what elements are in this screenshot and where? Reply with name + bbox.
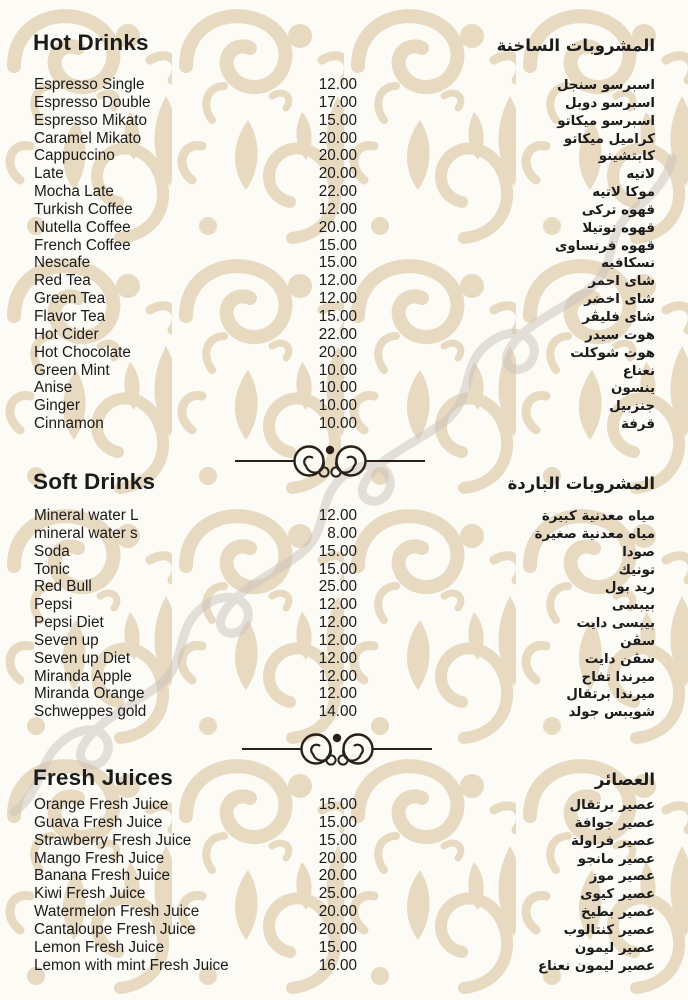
item-price: 20.00 [318, 147, 357, 165]
item-price: 22.00 [318, 183, 357, 201]
item-price: 20.00 [318, 343, 357, 361]
menu-item-row [34, 165, 655, 183]
item-price: 20.00 [318, 903, 357, 921]
item-name-arabic: قرفة [621, 417, 655, 433]
item-name-arabic: شاى فليڤر [582, 309, 655, 325]
item-price: 15.00 [318, 542, 357, 560]
item-name-arabic: عصير كيوى [580, 887, 655, 903]
section-title-soft-drinks: Soft Drinks [33, 469, 156, 494]
item-name-english: Hot Cider [34, 325, 99, 343]
item-name-english: Flavor Tea [34, 307, 106, 325]
item-name-arabic: ينسون [611, 381, 655, 397]
item-name-arabic: صودا [622, 544, 655, 560]
item-name-english: Green Tea [34, 290, 106, 308]
menu-item-row [34, 290, 655, 308]
item-price: 10.00 [318, 379, 357, 397]
menu-item-row [34, 614, 655, 632]
item-price: 12.00 [318, 507, 357, 524]
item-price: 8.00 [327, 524, 357, 542]
item-price: 15.00 [318, 796, 357, 813]
menu-item-row [34, 130, 655, 148]
menu-item-row [34, 685, 655, 703]
item-name-english: Guava Fresh Juice [34, 813, 163, 831]
item-price: 12.00 [318, 76, 357, 93]
soft-drinks-list [34, 507, 655, 721]
menu-item-row [34, 814, 655, 832]
hot-drinks-list [34, 76, 655, 433]
item-name-english: Pepsi [34, 596, 73, 614]
item-name-arabic: عصير موز [589, 869, 655, 885]
item-name-english: Cinnamon [34, 415, 104, 433]
item-name-english: French Coffee [34, 236, 131, 254]
menu-item-row [34, 379, 655, 397]
item-price: 10.00 [318, 397, 357, 415]
item-name-english: Watermelon Fresh Juice [34, 903, 200, 921]
menu-item-row [34, 94, 655, 112]
item-price: 12.00 [318, 685, 357, 703]
menu-item-row [34, 578, 655, 596]
item-name-arabic: عصير بطيخ [581, 905, 655, 921]
item-price: 12.00 [318, 200, 357, 218]
item-name-arabic: ريد بول [604, 580, 655, 596]
item-price: 15.00 [318, 307, 357, 325]
item-price: 12.00 [318, 649, 357, 667]
item-name-arabic: اسبرسو ميكاتو [557, 113, 655, 129]
item-name-english: Red Bull [34, 578, 92, 596]
menu-item-row [34, 362, 655, 380]
item-name-english: Schweppes gold [34, 703, 147, 721]
item-name-english: Lemon Fresh Juice [34, 938, 165, 956]
item-name-arabic: بيبسى [611, 598, 655, 614]
item-price: 20.00 [318, 165, 357, 183]
menu-item-row [34, 415, 655, 433]
item-name-english: Seven up [34, 631, 99, 649]
item-name-arabic: عصير برتقال [569, 798, 655, 813]
item-name-english: Red Tea [34, 272, 91, 290]
item-name-arabic: ميرندا برتقال [566, 687, 655, 703]
item-name-arabic: اسبرسو دوبل [565, 95, 655, 111]
menu-item-row [34, 272, 655, 290]
menu-item-row [34, 507, 655, 525]
item-name-english: Orange Fresh Juice [34, 796, 169, 813]
section-title-soft-drinks-arabic: المشروبات الباردة [507, 474, 655, 493]
menu-item-row [34, 885, 655, 903]
item-name-arabic: سڤن [620, 633, 655, 649]
item-name-arabic: هوت شوكلت [570, 345, 655, 361]
item-name-english: Mineral water L [34, 507, 139, 524]
menu-item-row [34, 632, 655, 650]
item-price: 16.00 [318, 956, 357, 974]
menu-item-row [34, 939, 655, 957]
item-name-arabic: كابتشينو [598, 149, 655, 165]
item-name-english: Green Mint [34, 361, 110, 379]
menu-item-row [34, 254, 655, 272]
item-price: 14.00 [318, 703, 357, 721]
item-name-arabic: نسكافيه [601, 256, 655, 272]
item-price: 20.00 [318, 129, 357, 147]
item-name-arabic: عصير فراولة [571, 833, 655, 849]
item-name-arabic: بيبسى دايت [576, 616, 655, 632]
item-name-arabic: مياه معدنية كبيرة [541, 509, 655, 524]
item-price: 25.00 [318, 578, 357, 596]
item-price: 12.00 [318, 272, 357, 290]
menu-item-row [34, 703, 655, 721]
menu-item-row [34, 796, 655, 814]
item-price: 20.00 [318, 218, 357, 236]
item-name-english: Banana Fresh Juice [34, 867, 171, 885]
item-price: 12.00 [318, 614, 357, 632]
menu-item-row [34, 326, 655, 344]
item-price: 10.00 [318, 361, 357, 379]
menu-item-row [34, 237, 655, 255]
item-name-english: Nescafe [34, 254, 91, 272]
item-name-arabic: قهوه فرنساوى [555, 238, 655, 254]
item-name-arabic: موكا لاتيه [592, 185, 655, 201]
menu-item-row [34, 921, 655, 939]
item-name-arabic: شاى احمر [588, 274, 655, 290]
item-name-arabic: قهوه تركى [581, 202, 655, 218]
item-name-english: Pepsi Diet [34, 614, 104, 632]
menu-item-row [34, 344, 655, 362]
item-price: 15.00 [318, 831, 357, 849]
item-name-arabic: هوت سيدر [585, 327, 655, 343]
item-price: 22.00 [318, 325, 357, 343]
item-name-arabic: سڤن دايت [584, 651, 655, 667]
item-name-english: Lemon with mint Fresh Juice [34, 956, 229, 974]
menu-item-row [34, 76, 655, 94]
item-name-arabic: شاى اخضر [584, 292, 655, 308]
item-name-arabic: شويبس جولد [568, 705, 655, 721]
item-name-english: Cappuccino [34, 147, 115, 165]
item-name-arabic: تونيك [618, 562, 655, 578]
section-title-hot-drinks: Hot Drinks [33, 30, 149, 55]
menu-item-row [34, 147, 655, 165]
item-name-arabic: اسبرسو سنجل [556, 78, 655, 93]
item-name-arabic: لاتيه [626, 167, 655, 183]
item-price: 17.00 [318, 93, 357, 111]
menu-item-row [34, 957, 655, 975]
item-price: 15.00 [318, 813, 357, 831]
item-name-english: Miranda Orange [34, 685, 145, 703]
item-name-arabic: مياه معدنية صغيرة [534, 526, 655, 542]
item-name-arabic: نعناع [622, 363, 655, 379]
menu-item-row [34, 596, 655, 614]
menu-item-row [34, 543, 655, 561]
fresh-juices-list [34, 796, 655, 974]
item-name-arabic: عصير كنتالوب [563, 922, 655, 938]
item-price: 10.00 [318, 415, 357, 433]
item-name-arabic: عصير مانجو [577, 851, 655, 867]
menu-item-row [34, 201, 655, 219]
menu-item-row [34, 903, 655, 921]
item-name-english: Hot Chocolate [34, 343, 131, 361]
menu-item-row [34, 219, 655, 237]
item-price: 12.00 [318, 596, 357, 614]
item-price: 15.00 [318, 111, 357, 129]
menu-item-row [34, 183, 655, 201]
item-name-english: Turkish Coffee [34, 200, 133, 218]
item-price: 12.00 [318, 631, 357, 649]
item-name-english: Espresso Single [34, 76, 145, 93]
item-price: 15.00 [318, 938, 357, 956]
section-title-hot-drinks-arabic: المشروبات الساخنة [496, 36, 655, 55]
item-name-english: Mocha Late [34, 183, 114, 201]
item-name-english: Tonic [34, 560, 70, 578]
section-title-fresh-juices: Fresh Juices [33, 765, 173, 790]
menu-item-row [34, 850, 655, 868]
item-name-english: Mango Fresh Juice [34, 849, 165, 867]
item-price: 25.00 [318, 885, 357, 903]
item-name-english: Strawberry Fresh Juice [34, 831, 192, 849]
menu-item-row [34, 397, 655, 415]
item-name-english: Late [34, 165, 64, 183]
menu-item-row [34, 867, 655, 885]
item-name-english: Caramel Mikato [34, 129, 142, 147]
item-name-arabic: ميرندا تفاح [581, 669, 655, 685]
item-price: 20.00 [318, 920, 357, 938]
item-name-english: Espresso Mikato [34, 111, 148, 129]
item-price: 15.00 [318, 560, 357, 578]
item-name-english: Seven up Diet [34, 649, 131, 667]
item-name-english: Ginger [34, 397, 80, 415]
item-name-english: Cantaloupe Fresh Juice [34, 920, 196, 938]
item-name-arabic: كراميل ميكاتو [563, 131, 655, 147]
item-name-arabic: قهوه نوتيلا [582, 220, 655, 236]
item-name-english: Soda [34, 542, 70, 560]
menu-item-row [34, 525, 655, 543]
item-name-english: Anise [34, 379, 73, 397]
section-title-fresh-juices-arabic: العصائر [594, 770, 655, 789]
menu-item-row [34, 668, 655, 686]
menu-item-row [34, 112, 655, 130]
item-price: 20.00 [318, 849, 357, 867]
item-name-arabic: عصير جوافة [574, 815, 655, 831]
item-price: 12.00 [318, 667, 357, 685]
item-name-english: Espresso Double [34, 93, 151, 111]
item-name-arabic: عصير ليمون [574, 940, 655, 956]
item-price: 15.00 [318, 236, 357, 254]
item-price: 20.00 [318, 867, 357, 885]
item-name-arabic: جنزبيل [609, 399, 655, 415]
item-name-english: Miranda Apple [34, 667, 132, 685]
menu-item-row [34, 308, 655, 326]
item-name-english: Kiwi Fresh Juice [34, 885, 146, 903]
item-name-english: mineral water s [34, 524, 138, 542]
menu-item-row [34, 650, 655, 668]
item-name-arabic: عصير ليمون نعناع [538, 958, 655, 974]
item-name-english: Nutella Coffee [34, 218, 131, 236]
scroll-flourish-divider [235, 443, 425, 479]
item-price: 12.00 [318, 290, 357, 308]
menu-item-row [34, 832, 655, 850]
item-price: 15.00 [318, 254, 357, 272]
scroll-flourish-divider [242, 731, 432, 767]
menu-item-row [34, 561, 655, 579]
